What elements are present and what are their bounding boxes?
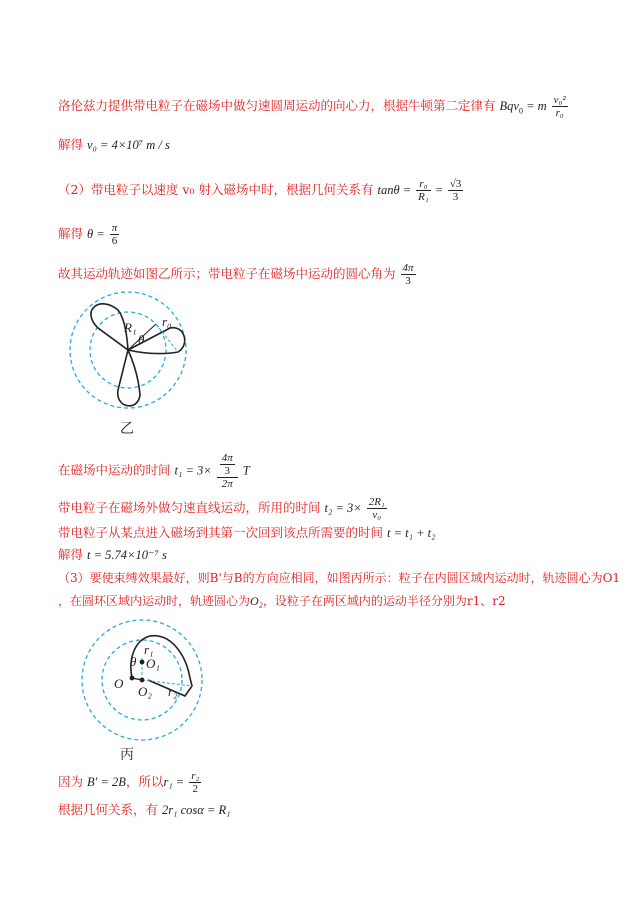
inner-fraction [220, 452, 235, 477]
figure-bing-diagram [60, 618, 230, 743]
point-O1 [140, 660, 145, 665]
formula: t = t₁ + t₂ [387, 526, 436, 540]
frac-num: r₀ [416, 178, 431, 191]
equals: = [435, 183, 443, 197]
line-text: ，在圆环区域内运动时，轨迹圆心为 [58, 594, 251, 608]
frac-den: v₀ [372, 509, 382, 521]
figure-yi-caption: 乙 [120, 421, 134, 437]
formula-eq: = m [522, 99, 547, 113]
point-O2 [140, 678, 145, 683]
frac-den: 2 [192, 783, 199, 795]
line-text: 根据几何关系，有 [58, 802, 159, 817]
text-line-geometry [58, 802, 230, 818]
formula: B′ = 2B [87, 775, 126, 789]
label-O1: O₁ [146, 656, 160, 671]
line-text: 故其运动轨迹如图乙所示；带电粒子在磁场中运动的圆心角为 [58, 266, 396, 281]
frac-den: 3 [452, 191, 459, 203]
line-text: 解得 [58, 137, 84, 152]
formula: t = 5.74×10⁻⁷ s [87, 548, 167, 562]
frac-num: r₂ [191, 770, 200, 782]
fraction [401, 262, 416, 287]
text-line-part3 [58, 570, 620, 586]
label-R1: R₁ [124, 320, 137, 335]
text-line-part2 [58, 178, 464, 203]
text-line-b-relation [58, 770, 202, 795]
label-O2: O₂ [138, 684, 152, 699]
frac-num [217, 452, 238, 478]
line-text: （3）要使束缚效果最好，则B'与B的方向应相同，如图丙所示：粒子在内圆区域内运动时，轨迹圆心为O1 [58, 571, 621, 585]
line-text: 解得 [58, 226, 84, 241]
formula2: r₁ = [163, 775, 185, 789]
line-text: 解得 [58, 547, 84, 562]
label-theta: θ [130, 654, 137, 669]
text-line-trajectory [58, 262, 417, 287]
frac-num: 2R₁ [368, 496, 385, 508]
formula: tanθ = [377, 183, 412, 197]
text-line-total-time [58, 525, 435, 541]
formula-sub: 0 [518, 106, 523, 116]
frac-den: R₁ [418, 191, 429, 203]
formula: t₂ = 3× [324, 501, 362, 515]
label-r1: r₁ [144, 642, 154, 657]
line-text: 在磁场中运动的时间 [58, 462, 171, 478]
line-text: （2）带电粒子以速度 v₀ 射入磁场中时，根据几何关系有 [58, 182, 374, 197]
line-mid: ，所以 [125, 774, 164, 789]
frac-den: 3 [405, 275, 411, 287]
frac-den: 2π [221, 478, 233, 490]
formula: O₂ [250, 594, 263, 608]
text-line-lorentz [58, 94, 569, 120]
frac-num: 4π [402, 262, 414, 274]
inner-frac-den: 3 [224, 465, 230, 477]
text-line-solve-theta [58, 222, 120, 247]
formula: v₀ = 4×10⁷ m / s [87, 138, 170, 152]
fraction [448, 178, 464, 203]
formula-tail: T [242, 463, 250, 478]
line-text: 因为 [58, 774, 84, 789]
figure-yi-diagram [60, 290, 200, 420]
fraction [189, 770, 201, 795]
fraction [217, 452, 238, 490]
frac-den: r₀ [555, 107, 564, 119]
formula: t₁ = 3× [174, 463, 212, 478]
formula-lhs: Bqv [499, 99, 519, 113]
line-text: 带电粒子从某点进入磁场到其第一次回到该点所需要的时间 [58, 525, 384, 540]
formula: 2r₁ cosα = R₁ [162, 803, 231, 817]
label-r2: r₂ [168, 684, 178, 699]
text-line-solve-v0 [58, 137, 170, 153]
label-O: O [114, 676, 124, 691]
fraction [110, 222, 120, 247]
line-text: 洛伦兹力提供带电粒子在磁场中做匀速圆周运动的向心力，根据牛顿第二定律有 [58, 98, 496, 113]
formula: θ = [87, 227, 105, 241]
frac-num: v₀² [553, 94, 566, 106]
fraction [552, 94, 568, 119]
text-line-time-outside [58, 496, 388, 521]
line-tail: ，设粒子在两区域内的运动半径分别为r1、r2 [262, 594, 506, 608]
text-line-time-in-field [58, 452, 250, 490]
frac-num: √3 [449, 178, 462, 190]
inner-frac-num: 4π [221, 452, 233, 464]
fraction [367, 496, 387, 521]
figure-bing-caption: 丙 [120, 747, 134, 763]
frac-num: π [111, 222, 118, 234]
text-line-solve-t [58, 547, 167, 563]
fraction [416, 178, 431, 203]
line-text: 带电粒子在磁场外做匀速直线运动，所用的时间 [58, 500, 321, 515]
point-O [130, 676, 135, 681]
frac-den: 6 [111, 235, 118, 247]
text-line-part3-cont [58, 593, 506, 609]
label-r0: r₀ [162, 314, 172, 329]
label-theta: θ [138, 332, 145, 347]
trajectory-lobe-3 [118, 350, 140, 406]
trajectory-lobe-1 [91, 304, 128, 350]
